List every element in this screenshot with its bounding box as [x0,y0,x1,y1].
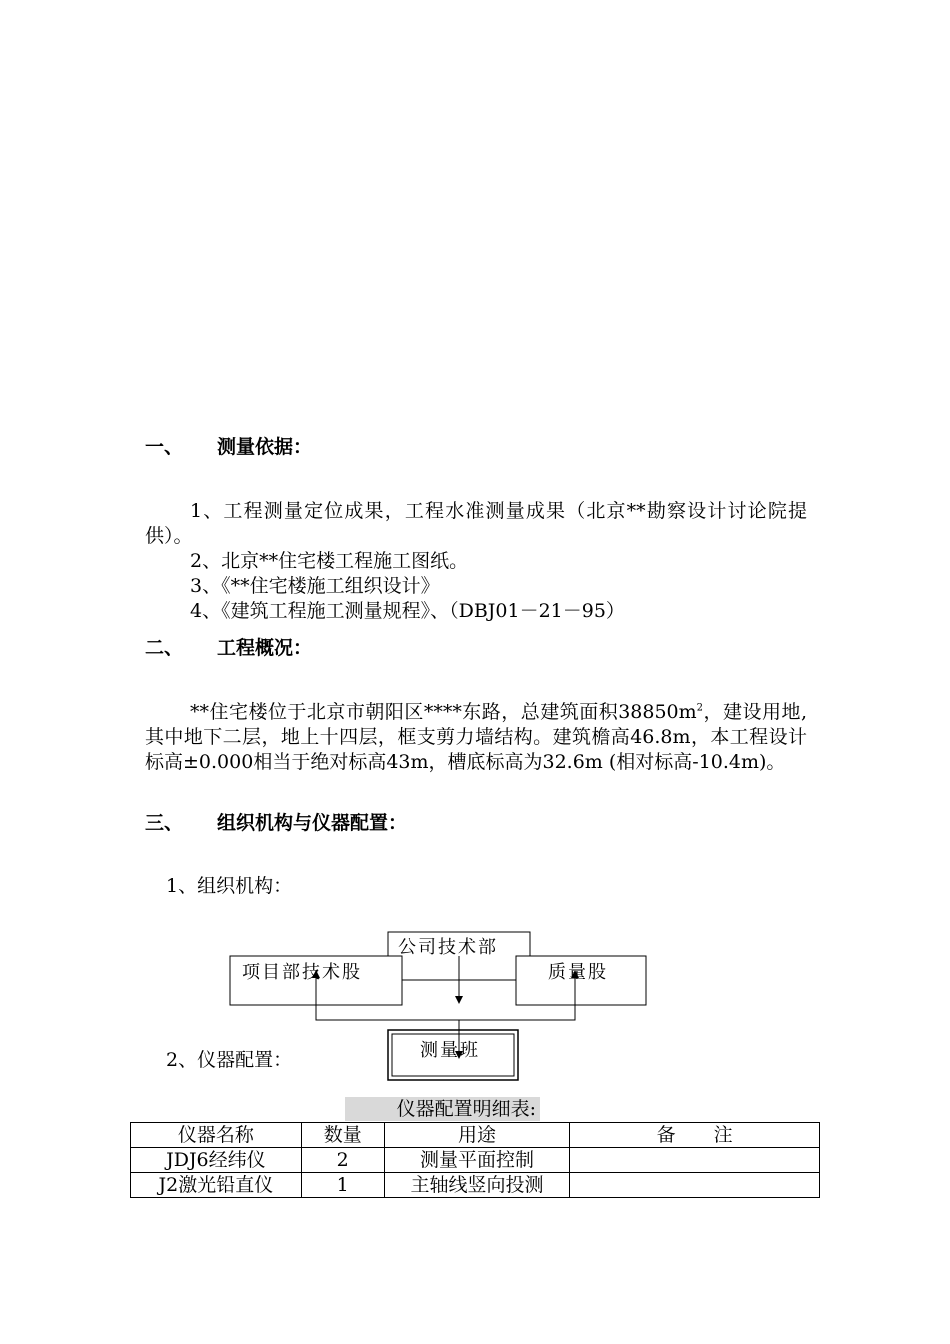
cell-quantity: 1 [301,1173,384,1198]
header-remarks: 备 注 [570,1123,820,1148]
company-tech-dept-label: 公司技术部 [398,937,498,958]
equipment-table-caption: 仪器配置明细表: [345,1097,540,1121]
cell-quantity: 2 [301,1148,384,1173]
section-3-number: 三、 [145,812,184,834]
cell-remarks [570,1173,820,1198]
area-unit-superscript: 2 [696,702,704,714]
equipment-config-label: 2、仪器配置： [166,1049,293,1071]
cell-instrument: JDJ6经纬仪 [131,1148,302,1173]
basis-item-4: 4、《建筑工程施工测量规程》、（DBJ01－21－95） [190,600,625,622]
basis-item-1: 1、工程测量定位成果，工程水准测量成果（北京**勘察设计讨论院提供）。 [145,500,807,547]
survey-team-label: 测量班 [420,1040,480,1061]
section-3-title: 组织机构与仪器配置： [217,812,408,834]
header-usage: 用途 [384,1123,570,1148]
table-row [131,1173,820,1198]
cell-usage: 主轴线竖向投测 [384,1173,570,1198]
section-2-title: 工程概况： [217,637,313,659]
section-2-number: 二、 [145,637,184,659]
cell-remarks [570,1148,820,1173]
equipment-table [130,1122,820,1198]
table-row [131,1148,820,1173]
section-1-title: 测量依据： [217,436,313,458]
header-instrument-name: 仪器名称 [131,1123,302,1148]
overview-text-part-1: **住宅楼位于北京市朝阳区****东路，总建筑面积38850m [190,701,697,723]
section-1-number: 一、 [145,436,184,458]
overview-text-part-2: ，建设用地,其中地下二层，地上十四层，框支剪力墙结构。建筑檐高46.8m，本工程设计标高±0.000相当于绝对标高43m，槽底标高为32.6m (相对标高-10.4m)。 [145,701,807,773]
org-structure-label: 1、组织机构： [166,875,293,897]
header-quantity: 数量 [301,1123,384,1148]
project-tech-section-label: 项目部技术股 [242,962,362,983]
cell-usage: 测量平面控制 [384,1148,570,1173]
cell-instrument: J2激光铅直仪 [131,1173,302,1198]
table-header-row [131,1123,820,1148]
basis-item-3: 3、《**住宅楼施工组织设计》 [190,575,440,597]
basis-item-2: 2、北京**住宅楼工程施工图纸。 [190,550,469,572]
quality-section-label: 质量股 [548,962,608,983]
